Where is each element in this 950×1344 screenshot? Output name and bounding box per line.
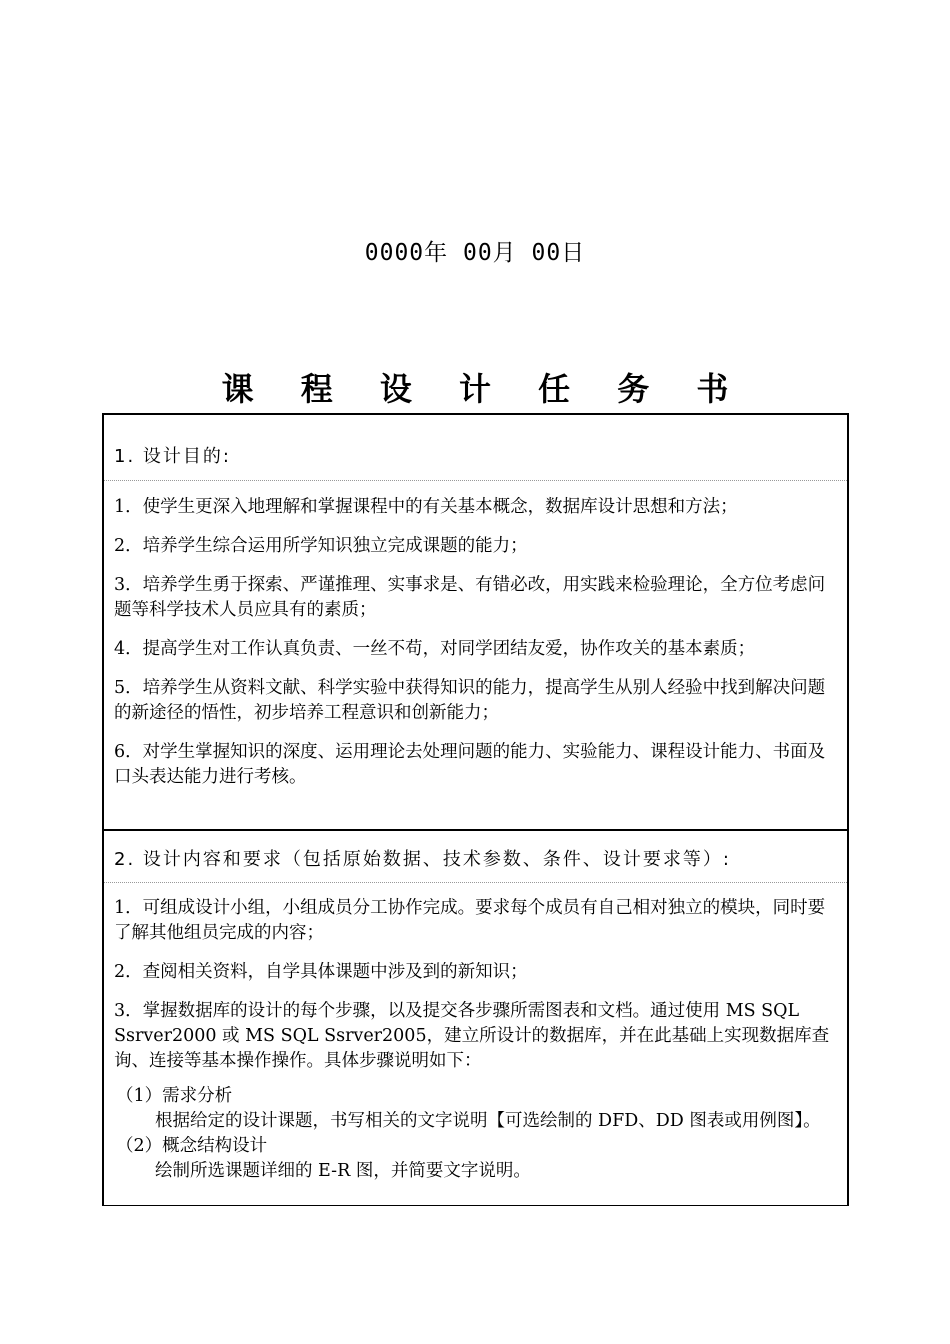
section-2-heading: 2. 设计内容和要求（包括原始数据、技术参数、条件、设计要求等）: [104, 831, 847, 883]
section-1-item: 3．培养学生勇于探索、严谨推理、实事求是、有错必改，用实践来检验理论，全方位考虑问题等科学技术人员应具有的素质； [114, 575, 826, 620]
section-1-item: 4．提高学生对工作认真负责、一丝不苟，对同学团结友爱，协作攻关的基本素质； [114, 639, 756, 659]
step-title: （2）概念结构设计 [116, 1136, 268, 1156]
section-1-body [104, 481, 847, 829]
section-1-heading: 1. 设计目的: [104, 415, 847, 481]
section-2-item: 2．查阅相关资料，自学具体课题中涉及到的新知识； [114, 962, 528, 982]
step-title: （1）需求分析 [116, 1086, 233, 1106]
task-table [102, 413, 849, 1206]
section-2-item: 1．可组成设计小组，小组成员分工协作完成。要求每个成员有自己相对独立的模块，同时要了解其他组员完成的内容； [114, 898, 826, 943]
step-body: 根据给定的设计课题，书写相关的文字说明【可选绘制的 DFD、DD 图表或用例图】。 [155, 1111, 821, 1131]
section-2-item: 3．掌握数据库的设计的每个步骤，以及提交各步骤所需图表和文档。通过使用 MS SQL Ssrver2000 或 MS SQL Ssrver2005，建立所设计的数据库，并在此基础上实现数据库查询、连接等基本操作操作。具体步骤说明如下： [114, 1001, 830, 1071]
document-date: 0000年 00月 00日 [364, 240, 586, 266]
section-2-body [104, 896, 847, 1184]
design-steps [104, 1084, 847, 1184]
section-1-item: 6．对学生掌握知识的深度、运用理论去处理问题的能力、实验能力、课程设计能力、书面及口头表达能力进行考核。 [114, 742, 826, 787]
section-1-item: 2．培养学生综合运用所学知识独立完成课题的能力； [114, 536, 528, 556]
section-1-item: 1．使学生更深入地理解和掌握课程中的有关基本概念，数据库设计思想和方法； [114, 497, 738, 517]
document-title: 课 程 设 计 任 务 书 [221, 370, 747, 408]
step-body: 绘制所选课题详细的 E-R 图，并简要文字说明。 [155, 1161, 531, 1181]
section-1-item: 5．培养学生从资料文献、科学实验中获得知识的能力，提高学生从别人经验中找到解决问题的新途径的悟性，初步培养工程意识和创新能力； [114, 678, 826, 723]
